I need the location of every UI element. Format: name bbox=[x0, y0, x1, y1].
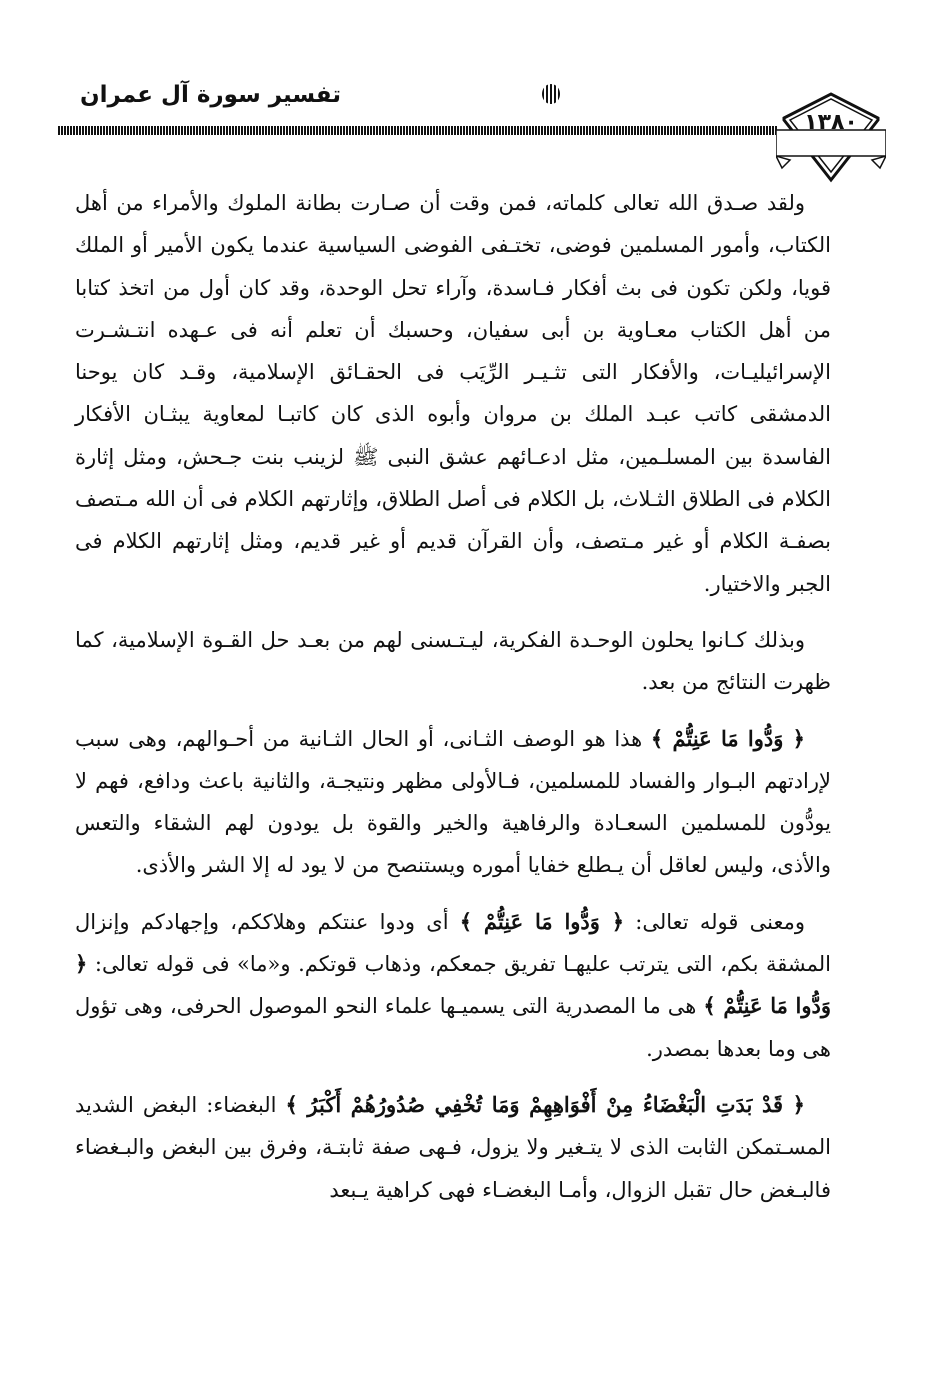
body-text bbox=[75, 182, 831, 1211]
paragraph-3: ﴿ وَدُّوا مَا عَنِتُّمْ ﴾ هذا هو الوصف الثـانى، أو الحال الثـانية من أحـوالهم، وهى سبب لإرادتهم البـوار والفساد للمسلمين، فـالأولى مظهر ونتيجـة، والثانية باعث ودافع، فهم لا يودُّون للمسلمين السعـادة والرفاهية والخير والقوة بل يودون لهم الشقاء والتعس والأذى، وليس لعاقل أن يـطلع خفايا أموره ويستنصح من لا يود له إلا الشر والأذى. bbox=[75, 725, 831, 878]
paragraph-5: ﴿ قَدْ بَدَتِ الْبَغْضَاءُ مِنْ أَفْوَاهِهِمْ وَمَا تُخْفِي صُدُورُهُمْ أَكْبَرُ ﴾ البغضاء: البغض الشديد المسـتمكن الثابت الذى لا يتـغير ولا يزول، فـهى صفة ثابتـة، وفرق بين البغض والبـغضاء فالبـغض حال تقبل الزوال، وأمـا البغضـاء فهى كراهية يـبعد bbox=[75, 1091, 831, 1202]
page-number-badge-icon bbox=[776, 90, 886, 186]
quran-quote: ﴿ قَدْ بَدَتِ الْبَغْضَاءُ مِنْ أَفْوَاهِهِمْ وَمَا تُخْفِي صُدُورُهُمْ أَكْبَرُ ﴾ bbox=[285, 1091, 805, 1117]
paragraph-1: ولقد صـدق الله تعالى كلماته، فمن وقت أن صـارت بطانة الملوك والأمراء من أهل الكتاب، وأمور المسلمين فوضى، تختـفى الفوضى السياسية عندما يكون الأمير أو الملك قويا، ولكن تكون فى بث أفكار فـاسدة، وآراء تحل الوحدة، وقد كان أول من اتخذ كتابا من أهل الكتاب معـاوية بن أبى سفيان، وحسبك أن تعلم أنه فى عـهده انتـشـرت الإسرائيليـات، والأفكار التى تثـيـر الرِّيَب فى الحقـائق الإسلامية، وقـد كان يوحنا الدمشقى كاتب عبـد الملك بن مروان وأبوه الذى كان كاتبـا لمعاوية يبثـان الأفكار الفاسدة بين المسلـمين، مثل ادعـائهم عشق النبى ﷺ لزينب بنت جـحش، ومثل إثارة الكلام فى الطلاق الثـلاث، بل الكلام فى أصل الطلاق، وإثارتهم الكلام فى أن الله مـتصف بصفـة الكلام أو غير مـتصف، وأن القرآن قديم أو غير قديم، ومثل إثارتهم الكلام فى الجبر والاختيار. bbox=[75, 191, 831, 596]
paragraph-4: ومعنى قوله تعالى: ﴿ وَدُّوا مَا عَنِتُّمْ ﴾ أى ودوا عنتكم وهلاككم، وإجهادكم وإنزال المشقة بكم، التى يترتب عليهـا تفريق جمعكم، وذهاب قوتكم. و«ما» فى قوله تعالى: ﴿ وَدُّوا مَا عَنِتُّمْ ﴾ هى ما المصدرية التى يسميـها علماء النحو الموصول الحرفى، وهى تؤول هى وما بعدها بمصدر. bbox=[75, 908, 831, 1061]
page-header bbox=[40, 70, 886, 180]
header-rule bbox=[58, 126, 778, 135]
quran-quote: ﴿ وَدُّوا مَا عَنِتُّمْ ﴾ bbox=[459, 908, 625, 934]
running-title: تفسير سورة آل عمران bbox=[80, 82, 341, 108]
quran-quote: ﴿ وَدُّوا مَا عَنِتُّمْ ﴾ bbox=[650, 725, 805, 751]
page-number: ١٣٨٠ bbox=[804, 110, 858, 135]
bullet-ornament-icon bbox=[542, 84, 560, 104]
quran-quote: ﴿ وَدُّوا مَا عَنِتُّمْ ﴾ bbox=[75, 951, 831, 1019]
paragraph-2: وبذلك كـانوا يحلون الوحـدة الفكرية، ليـتـسنى لهم من بعـد حل القـوة الإسلامية، كما ظهرت النتائج من بعد. bbox=[75, 627, 831, 695]
